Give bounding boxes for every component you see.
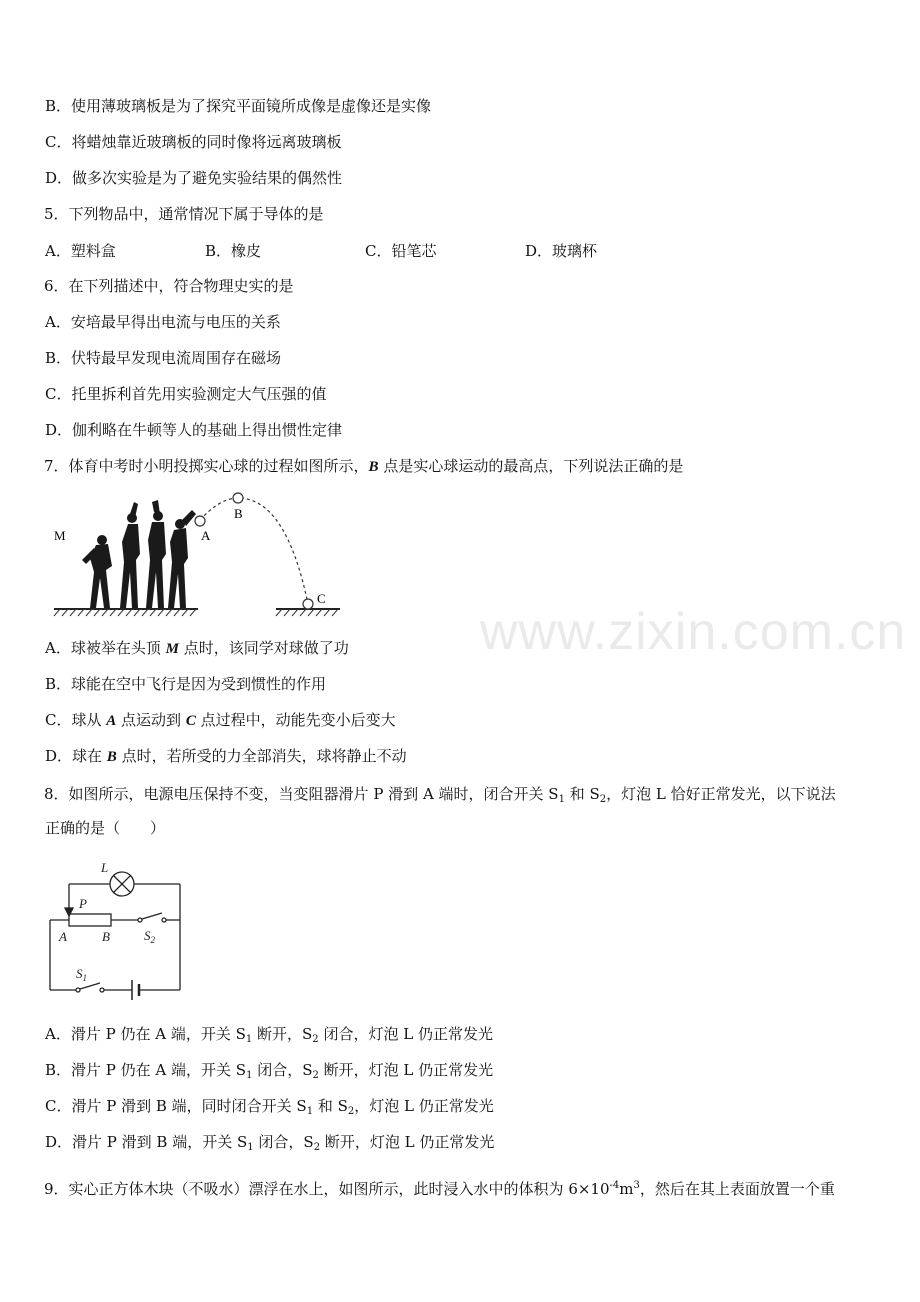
q8-stem-line2: 正确的是（ ） (45, 819, 166, 837)
q7-option-a: A．球被举在头顶 M 点时，该同学对球做了功 (45, 639, 349, 657)
q8-stem-line1: 8．如图所示，电源电压保持不变，当变阻器滑片 P 滑到 A 端时，闭合开关 $S_1$ 和 $S_2$，灯泡 L 恰好正常发光，以下说法 (44, 785, 836, 805)
ball-c (303, 599, 313, 609)
q7-option-b: B．球能在空中飞行是因为受到惯性的作用 (45, 675, 327, 693)
label-b: B (234, 506, 243, 521)
q6-option-a: A．安培最早得出电流与电压的关系 (45, 313, 281, 331)
q5-option-d: D．玻璃杯 (525, 242, 598, 260)
ball-a (195, 516, 205, 526)
circuit-figure (44, 856, 194, 1006)
label-m: M (54, 528, 66, 543)
q8-option-a: A．滑片 P 仍在 A 端，开关 $S_1$ 断开，$S_2$ 闭合，灯泡 L 仍正常发光 (45, 1025, 493, 1045)
label-l: L (101, 860, 109, 875)
label-b-terminal: B (102, 929, 110, 944)
q8-option-d: D．滑片 P 滑到 B 端，开关 $S_1$ 闭合，$S_2$ 断开，灯泡 L 仍正常发光 (45, 1133, 495, 1153)
q6-option-c: C．托里拆利首先用实验测定大气压强的值 (45, 385, 327, 403)
q4-option-d: D．做多次实验是为了避免实验结果的偶然性 (45, 169, 343, 187)
q7-option-c: C．球从 A 点运动到 C 点过程中，动能先变小后变大 (45, 711, 396, 729)
q6-option-d: D．伽利略在牛顿等人的基础上得出惯性定律 (45, 421, 343, 439)
q4-option-c: C．将蜡烛靠近玻璃板的同时像将远离玻璃板 (45, 133, 342, 151)
q6-option-b: B．伏特最早发现电流周围存在磁场 (45, 349, 282, 367)
q7-option-d: D．球在 B 点时，若所受的力全部消失，球将静止不动 (45, 747, 407, 765)
label-p: P (79, 896, 87, 911)
q4-option-b: B．使用薄玻璃板是为了探究平面镜所成像是虚像还是实像 (45, 97, 432, 115)
label-s2: $S_2$ (144, 928, 155, 945)
trajectory-curve (200, 498, 308, 604)
label-a: A (201, 528, 211, 543)
q6-stem: 6．在下列描述中，符合物理史实的是 (44, 277, 294, 295)
q5-stem: 5．下列物品中，通常情况下属于导体的是 (44, 205, 324, 223)
q5-option-b: B．橡皮 (205, 242, 262, 260)
q9-stem: 9．实心正方体木块（不吸水）漂浮在水上，如图所示，此时浸入水中的体积为 $6\times 10^{-4}m^3$，然后在其上表面放置一个重 (44, 1180, 835, 1198)
label-c: C (317, 591, 326, 606)
ball-b (233, 493, 243, 503)
q7-stem: 7．体育中考时小明投掷实心球的过程如图所示，B 点是实心球运动的最高点，下列说法正确的是 (44, 457, 684, 475)
label-s1: $S_1$ (76, 966, 87, 983)
q5-option-a: A．塑料盒 (45, 242, 116, 260)
label-a-terminal: A (59, 929, 67, 944)
watermark: www.zixin.com.cn (480, 603, 907, 661)
throw-figure (50, 488, 350, 623)
q8-option-c: C．滑片 P 滑到 B 端，同时闭合开关 $S_1$ 和 $S_2$，灯泡 L 仍正常发光 (45, 1097, 494, 1117)
q5-option-c: C．铅笔芯 (365, 242, 437, 260)
q8-option-b: B．滑片 P 仍在 A 端，开关 $S_1$ 闭合，$S_2$ 断开，灯泡 L 仍正常发光 (45, 1061, 494, 1081)
athlete-silhouettes (82, 500, 196, 608)
